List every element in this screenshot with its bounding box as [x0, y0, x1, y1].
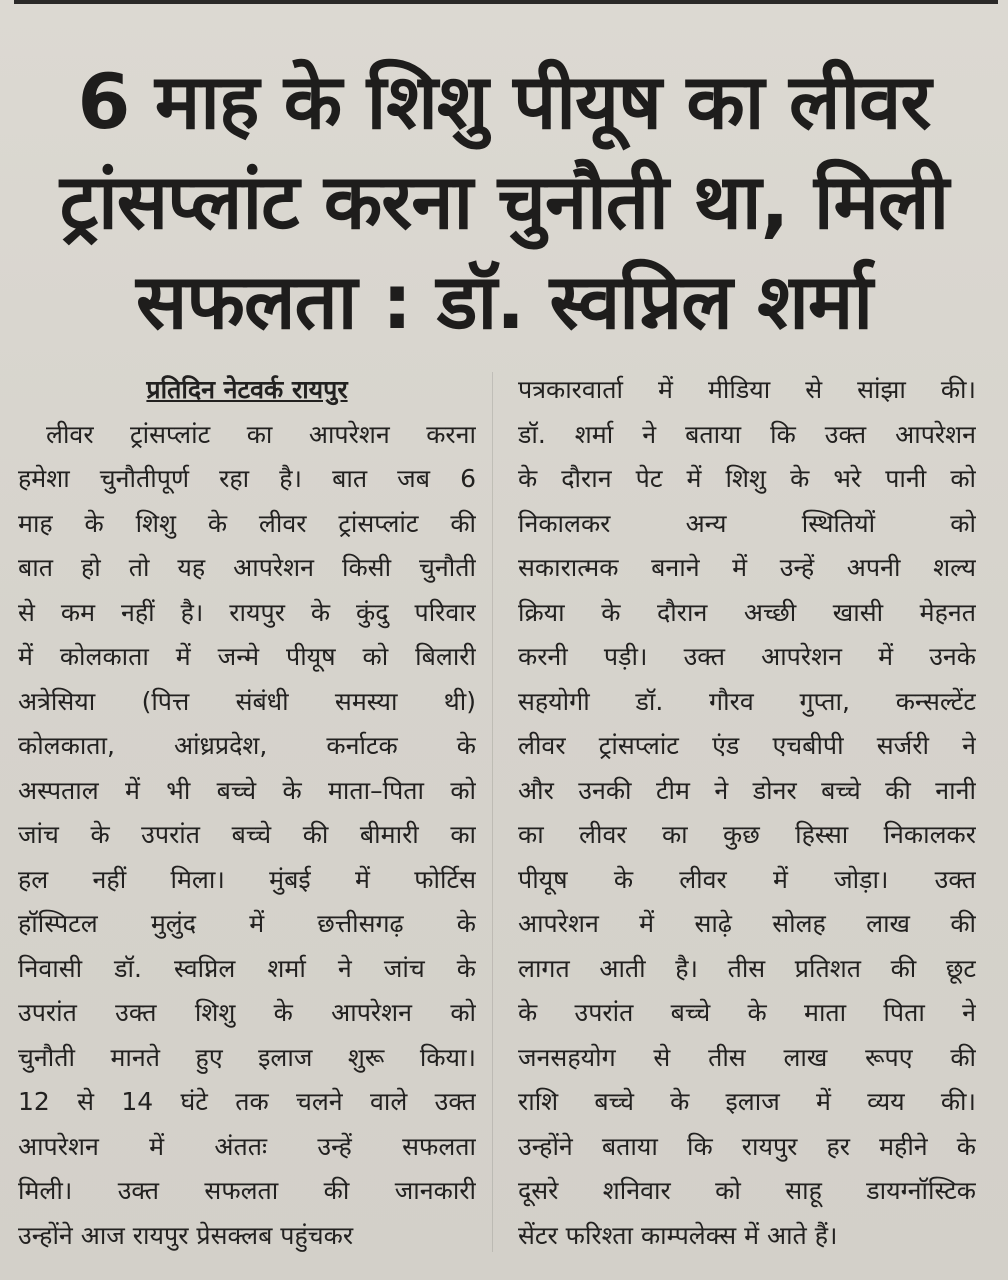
text-line: क्रिया के दौरान अच्छी खासी मेहनत: [518, 597, 976, 627]
text-line: के उपरांत बच्चे के माता पिता ने: [518, 998, 976, 1027]
text-line: आपरेशन में अंततः उन्हें सफलता: [18, 1131, 476, 1161]
text-line: मिली। उक्त सफलता की जानकारी: [18, 1176, 476, 1205]
text-line: दूसरे शनिवार को साहू डायग्नॉस्टिक: [518, 1176, 976, 1205]
text-line: लागत आती है। तीस प्रतिशत की छूट: [518, 953, 976, 983]
text-line: डॉ. शर्मा ने बताया कि उक्त आपरेशन: [518, 419, 976, 449]
text-line: करनी पड़ी। उक्त आपरेशन में उनके: [518, 642, 976, 671]
text-line: उपरांत उक्त शिशु के आपरेशन को: [18, 998, 476, 1027]
text-line: लीवर ट्रांसप्लांट एंड एचबीपी सर्जरी ने: [518, 731, 976, 760]
text-line: आपरेशन में साढ़े सोलह लाख की: [518, 909, 976, 938]
text-line: बात हो तो यह आपरेशन किसी चुनौती: [18, 553, 476, 582]
text-line: सकारात्मक बनाने में उन्हें अपनी शल्य: [518, 553, 976, 582]
text-line: उन्होंने आज रायपुर प्रेसक्लब पहुंचकर: [18, 1220, 354, 1250]
text-line: पीयूष के लीवर में जोड़ा। उक्त: [518, 864, 976, 894]
text-line: हमेशा चुनौतीपूर्ण रहा है। बात जब 6: [18, 464, 476, 493]
headline: [10, 52, 998, 352]
text-line: निकालकर अन्य स्थितियों को: [518, 508, 976, 538]
text-line: में कोलकाता में जन्मे पीयूष को बिलारी: [18, 642, 476, 671]
text-line: सेंटर फरिश्ता काम्पलेक्स में आते हैं।: [518, 1220, 838, 1250]
left-column: [18, 368, 476, 1258]
text-line: कोलकाता, आंध्रप्रदेश, कर्नाटक के: [18, 731, 476, 760]
headline-line-1: 6 माह के शिशु पीयूष का लीवर: [77, 57, 931, 146]
text-line: पत्रकारवार्ता में मीडिया से सांझा की।: [518, 375, 976, 404]
text-line: अत्रेसिया (पित्त संबंधी समस्या थी): [18, 686, 476, 716]
text-line: जनसहयोग से तीस लाख रूपए की: [518, 1042, 976, 1072]
headline-line-2: ट्रांसप्लांट करना चुनौती था, मिली: [59, 157, 949, 246]
text-line: का लीवर का कुछ हिस्सा निकालकर: [518, 820, 976, 849]
text-line: अस्पताल में भी बच्चे के माता–पिता को: [18, 775, 476, 805]
text-line: लीवर ट्रांसप्लांट का आपरेशन करना: [46, 419, 476, 449]
text-line: राशि बच्चे के इलाज में व्यय की।: [518, 1087, 976, 1116]
headline-line-3: सफलता : डॉ. स्वप्निल शर्मा: [135, 257, 873, 346]
column-divider: [492, 372, 493, 1252]
text-line: उन्होंने बताया कि रायपुर हर महीने के: [518, 1131, 976, 1161]
text-line: से कम नहीं है। रायपुर के कुंदु परिवार: [18, 597, 476, 627]
text-line: 12 से 14 घंटे तक चलने वाले उक्त: [18, 1087, 476, 1116]
top-rule: [14, 0, 998, 4]
text-line: माह के शिशु के लीवर ट्रांसप्लांट की: [18, 508, 476, 538]
text-line: और उनकी टीम ने डोनर बच्चे की नानी: [518, 775, 976, 805]
text-line: के दौरान पेट में शिशु के भरे पानी को: [518, 464, 976, 493]
text-line: जांच के उपरांत बच्चे की बीमारी का: [18, 820, 476, 849]
text-line: सहयोगी डॉ. गौरव गुप्ता, कन्सल्टेंट: [518, 686, 976, 716]
text-line: निवासी डॉ. स्वप्निल शर्मा ने जांच के: [18, 953, 476, 983]
text-line: हल नहीं मिला। मुंबई में फोर्टिस: [18, 864, 476, 894]
text-line: हॉस्पिटल मुलुंद में छत्तीसगढ़ के: [18, 909, 476, 938]
text-line: चुनौती मानते हुए इलाज शुरू किया।: [18, 1042, 476, 1072]
byline: प्रतिदिन नेटवर्क रायपुर: [146, 375, 348, 404]
right-column: [518, 368, 976, 1258]
